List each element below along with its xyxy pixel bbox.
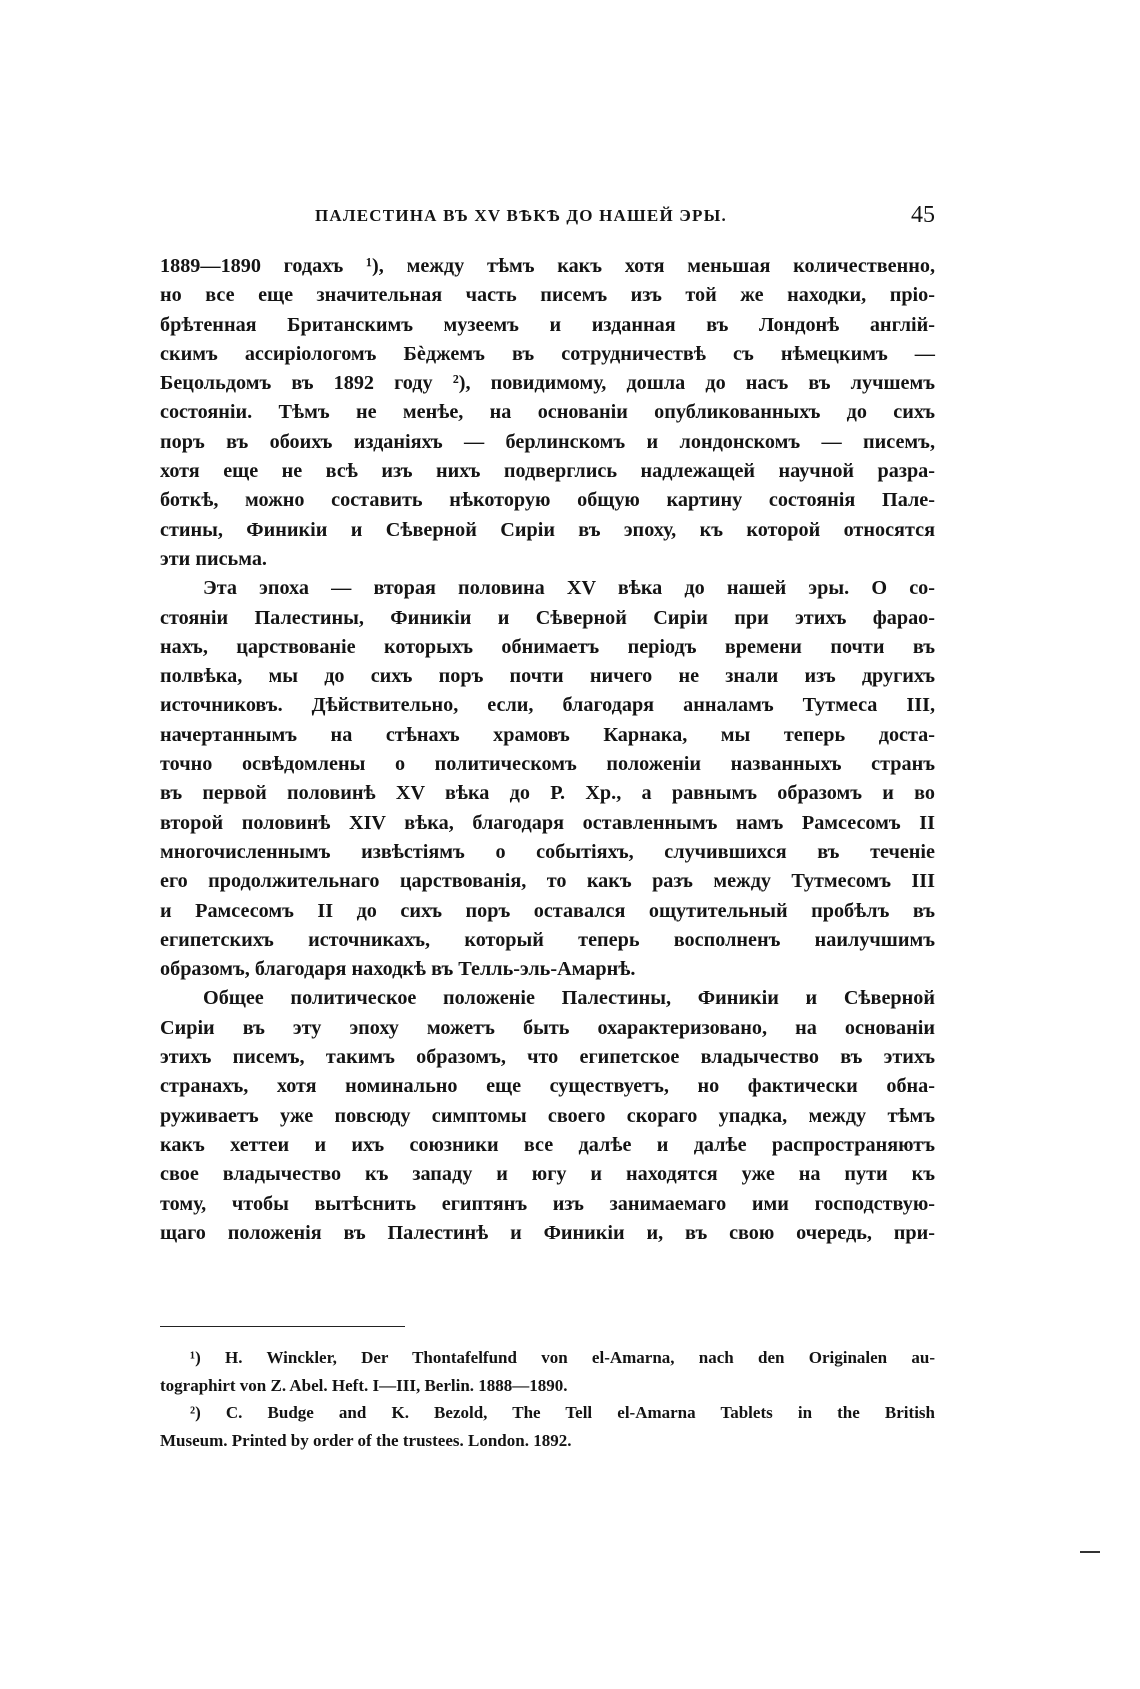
text-line: второй половинѣ XIV вѣка, благодаря оставленнымъ намъ Рамсесомъ II [160, 811, 935, 834]
margin-mark [1080, 1551, 1100, 1553]
text-line: въ первой половинѣ XV вѣка до Р. Хр., а равнымъ образомъ и во [160, 782, 935, 805]
text-line: Эта эпоха — вторая половина XV вѣка до нашей эры. О со- [203, 577, 935, 600]
text-line: начертаннымъ на стѣнахъ храмовъ Карнака, мы теперь доста- [160, 723, 935, 746]
text-line: тому, чтобы вытѣснить египтянъ изъ занимаемаго ими господствую- [160, 1192, 935, 1215]
text-line: состояніи. Тѣмъ не менѣе, на основаніи опубликованныхъ до сихъ [160, 401, 935, 424]
text-line: стояніи Палестины, Финикіи и Сѣверной Сиріи при этихъ фарао- [160, 606, 935, 629]
footnotes [160, 1344, 935, 1454]
text-line: скимъ ассиріологомъ Бѐджемъ въ сотрудничествѣ съ нѣмецкимъ — [160, 342, 935, 365]
text-line: какъ хеттеи и ихъ союзники все далѣе и далѣе распространяютъ [160, 1133, 935, 1156]
text-line: хотя еще не всѣ изъ нихъ подверглись надлежащей научной разра- [160, 460, 935, 483]
text-line: Бецольдомъ въ 1892 году ²), повидимому, дошла до насъ въ лучшемъ [160, 372, 935, 395]
text-line: щаго положенія въ Палестинѣ и Финикіи и, въ свою очередь, при- [160, 1221, 935, 1244]
text-line: странахъ, хотя номинально еще существуетъ, но фактически обна- [160, 1075, 935, 1098]
running-head [0, 202, 935, 236]
footnote-line: tographirt von Z. Abel. Heft. I—III, Berlin. 1888—1890. [160, 1375, 568, 1395]
text-line: точно освѣдомлены о политическомъ положеніи названныхъ странъ [160, 753, 935, 776]
text-line: свое владычество къ западу и югу и находятся уже на пути къ [160, 1163, 935, 1186]
text-line: руживаетъ уже повсюду симптомы своего скораго упадка, между тѣмъ [160, 1104, 935, 1127]
text-line: многочисленнымъ извѣстіямъ о событіяхъ, случившихся въ теченіе [160, 840, 935, 863]
running-title: ПАЛЕСТИНА ВЪ XV ВѢКѢ ДО НАШЕЙ ЭРЫ. [315, 206, 727, 225]
footnote-divider [160, 1326, 405, 1327]
text-line: но все еще значительная часть писемъ изъ той же находки, пріо- [160, 284, 935, 307]
text-line: брѣтенная Британскимъ музеемъ и изданная въ Лондонѣ англій- [160, 313, 935, 336]
text-line: образомъ, благодаря находкѣ въ Телль-эль-Амарнѣ. [160, 958, 636, 981]
text-line: источниковъ. Дѣйствительно, если, благодаря анналамъ Тутмеса III, [160, 694, 935, 717]
text-line: эти письма. [160, 547, 267, 570]
main-text [160, 252, 935, 1248]
text-line: стины, Финикіи и Сѣверной Сиріи въ эпоху, къ которой относятся [160, 518, 935, 541]
text-line: полвѣка, мы до сихъ поръ почти ничего не знали изъ другихъ [160, 665, 935, 688]
text-line: боткѣ, можно составить нѣкоторую общую картину состоянія Пале- [160, 489, 935, 512]
text-line: поръ въ обоихъ изданіяхъ — берлинскомъ и лондонскомъ — писемъ, [160, 430, 935, 453]
text-line: Сиріи въ эту эпоху можетъ быть охарактеризовано, на основаніи [160, 1016, 935, 1039]
text-line: 1889—1890 годахъ ¹), между тѣмъ какъ хотя меньшая количественно, [160, 255, 935, 277]
footnote-line: ²) C. Budge and K. Bezold, The Tell el-Amarna Tablets in the British [190, 1403, 935, 1422]
text-line: нахъ, царствованіе которыхъ обнимаетъ періодъ времени почти въ [160, 635, 935, 658]
page-number: 45 [911, 202, 935, 228]
footnote-line: ¹) H. Winckler, Der Thontafelfund von el-Amarna, nach den Originalen au- [190, 1348, 935, 1367]
text-line: этихъ писемъ, такимъ образомъ, что египетское владычество въ этихъ [160, 1046, 935, 1069]
footnote-line: Museum. Printed by order of the trustees. London. 1892. [160, 1430, 572, 1450]
text-line: и Рамсесомъ II до сихъ поръ оставался ощутительный пробѣлъ въ [160, 899, 935, 922]
text-line: египетскихъ источникахъ, который теперь восполненъ наилучшимъ [160, 928, 935, 951]
text-line: Общее политическое положеніе Палестины, Финикіи и Сѣверной [203, 987, 935, 1010]
text-line: его продолжительнаго царствованія, то какъ разъ между Тутмесомъ III [160, 870, 935, 893]
